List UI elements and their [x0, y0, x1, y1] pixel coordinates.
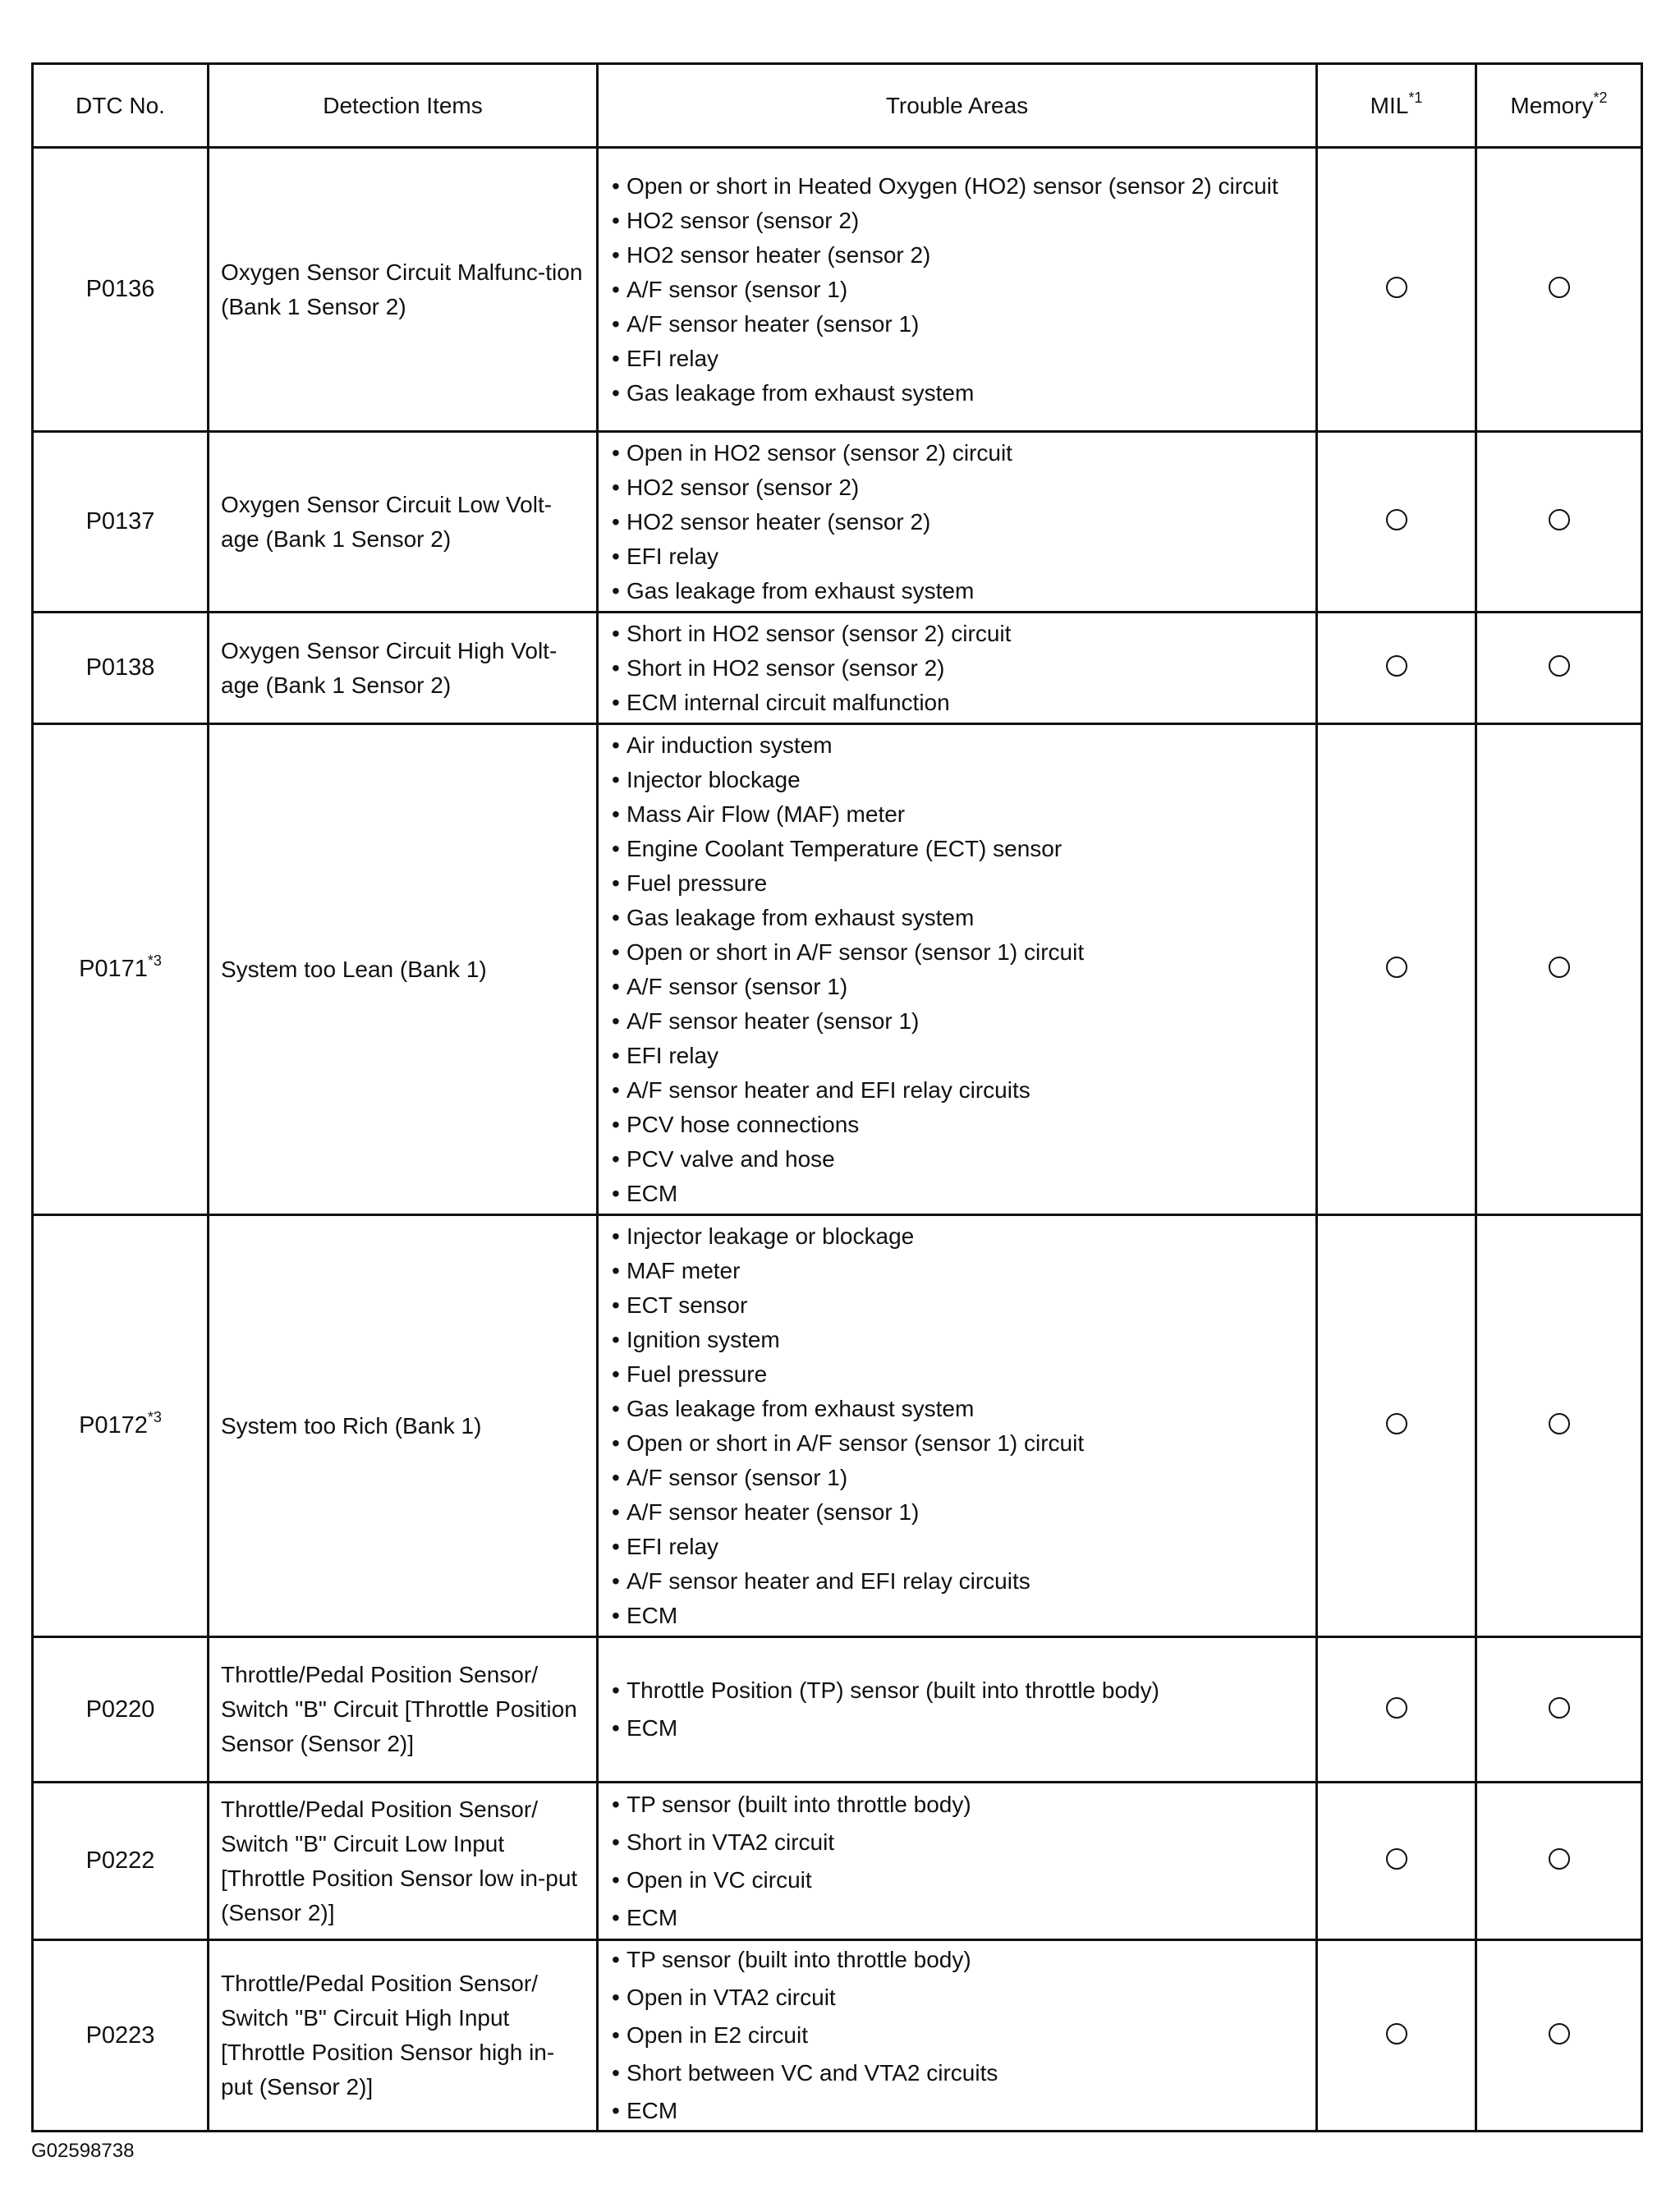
trouble-item: • A/F sensor heater (sensor 1): [612, 1004, 1302, 1039]
memory-circle-icon: [1549, 957, 1570, 978]
trouble-item: • TP sensor (built into throttle body): [612, 1941, 1302, 1979]
header-dtc-label: DTC No.: [76, 92, 165, 118]
detection-item-cell: [209, 1215, 598, 1637]
trouble-item: • Short in HO2 sensor (sensor 2) circuit: [612, 617, 1302, 651]
mil-circle-icon: [1386, 1848, 1407, 1870]
dtc-code: P0222: [85, 1847, 155, 1874]
dtc-cell: [33, 724, 209, 1215]
memory-cell: [1476, 148, 1642, 432]
trouble-item: • ECT sensor: [612, 1288, 1302, 1323]
trouble-item: • Injector blockage: [612, 763, 1302, 797]
trouble-item: • Gas leakage from exhaust system: [612, 1392, 1302, 1426]
dtc-footnote: *3: [147, 1409, 162, 1425]
dtc-code: P0220: [85, 1696, 155, 1723]
mil-circle-icon: [1386, 277, 1407, 298]
dtc-cell: [33, 613, 209, 724]
trouble-item: • EFI relay: [612, 1530, 1302, 1564]
trouble-item: • Open in VTA2 circuit: [612, 1979, 1302, 2017]
trouble-areas-cell: [598, 724, 1317, 1215]
dtc-cell: [33, 1940, 209, 2132]
mil-cell: [1317, 613, 1476, 724]
header-memory-footnote: *2: [1593, 89, 1608, 106]
trouble-item: • A/F sensor (sensor 1): [612, 970, 1302, 1004]
table-row: [33, 148, 1642, 432]
detection-item-cell: [209, 1940, 598, 2132]
memory-circle-icon: [1549, 1848, 1570, 1870]
memory-circle-icon: [1549, 277, 1570, 298]
header-memory-label: Memory: [1510, 92, 1594, 118]
trouble-item: • A/F sensor heater (sensor 1): [612, 1495, 1302, 1530]
table-row: [33, 1940, 1642, 2132]
header-memory: [1476, 64, 1642, 148]
trouble-item: • ECM: [612, 1709, 1302, 1747]
dtc-code: P0136: [85, 276, 155, 302]
mil-circle-icon: [1386, 957, 1407, 978]
dtc-cell: [33, 1215, 209, 1637]
trouble-item: • HO2 sensor (sensor 2): [612, 470, 1302, 505]
dtc-code: P0137: [85, 508, 155, 535]
trouble-item: • Injector leakage or blockage: [612, 1219, 1302, 1254]
trouble-areas-cell: [598, 613, 1317, 724]
dtc-cell: [33, 148, 209, 432]
trouble-list: [612, 1941, 1302, 2130]
trouble-item: • Open or short in A/F sensor (sensor 1) circuit: [612, 935, 1302, 970]
detection-item: Oxygen Sensor Circuit High Volt-age (Bank 1 Sensor 2): [221, 637, 558, 698]
memory-circle-icon: [1549, 1413, 1570, 1434]
trouble-item: • HO2 sensor heater (sensor 2): [612, 505, 1302, 539]
trouble-item: • ECM internal circuit malfunction: [612, 686, 1302, 720]
mil-circle-icon: [1386, 655, 1407, 677]
detection-item-cell: [209, 724, 598, 1215]
detection-item-cell: [209, 432, 598, 613]
trouble-item: • ECM: [612, 1899, 1302, 1937]
trouble-item: • Gas leakage from exhaust system: [612, 901, 1302, 935]
header-mil: [1317, 64, 1476, 148]
mil-circle-icon: [1386, 509, 1407, 530]
memory-circle-icon: [1549, 655, 1570, 677]
memory-cell: [1476, 613, 1642, 724]
figure-id: G02598738: [31, 2140, 135, 2162]
trouble-item: • Fuel pressure: [612, 1357, 1302, 1392]
trouble-item: • Gas leakage from exhaust system: [612, 376, 1302, 411]
detection-item: Throttle/Pedal Position Sensor/ Switch "B" Circuit [Throttle Position Sensor (Sensor 2)]: [221, 1662, 577, 1756]
trouble-item: • EFI relay: [612, 342, 1302, 376]
table-row: [33, 1783, 1642, 1940]
memory-circle-icon: [1549, 2023, 1570, 2044]
dtc-cell: [33, 432, 209, 613]
trouble-item: • Mass Air Flow (MAF) meter: [612, 797, 1302, 832]
trouble-areas-cell: [598, 1783, 1317, 1940]
trouble-item: • ECM: [612, 1177, 1302, 1211]
mil-cell: [1317, 432, 1476, 613]
detection-item-cell: [209, 1783, 598, 1940]
trouble-item: • Short in HO2 sensor (sensor 2): [612, 651, 1302, 686]
detection-item: Throttle/Pedal Position Sensor/ Switch "B" Circuit Low Input [Throttle Position Sensor low in-put (Sensor 2)]: [221, 1796, 578, 1925]
trouble-item: • PCV hose connections: [612, 1108, 1302, 1142]
dtc-code: P0138: [85, 654, 155, 681]
trouble-list: [612, 617, 1302, 720]
memory-cell: [1476, 1940, 1642, 2132]
trouble-item: • EFI relay: [612, 1039, 1302, 1073]
memory-cell: [1476, 432, 1642, 613]
trouble-areas-cell: [598, 432, 1317, 613]
trouble-item: • ECM: [612, 2092, 1302, 2130]
trouble-list: [612, 1672, 1302, 1747]
dtc-cell: [33, 1637, 209, 1783]
mil-cell: [1317, 1215, 1476, 1637]
detection-item: System too Rich (Bank 1): [221, 1412, 482, 1439]
trouble-list: [612, 1786, 1302, 1937]
trouble-item: • Throttle Position (TP) sensor (built into throttle body): [612, 1672, 1302, 1709]
trouble-item: • A/F sensor (sensor 1): [612, 273, 1302, 307]
mil-circle-icon: [1386, 1697, 1407, 1719]
header-mil-footnote: *1: [1408, 89, 1423, 106]
mil-cell: [1317, 1637, 1476, 1783]
trouble-item: • Open or short in Heated Oxygen (HO2) sensor (sensor 2) circuit: [612, 169, 1302, 204]
trouble-areas-cell: [598, 1637, 1317, 1783]
table-header: [33, 64, 1642, 148]
trouble-item: • Open or short in A/F sensor (sensor 1) circuit: [612, 1426, 1302, 1461]
trouble-item: • A/F sensor (sensor 1): [612, 1461, 1302, 1495]
header-trouble-label: Trouble Areas: [885, 92, 1029, 118]
trouble-item: • A/F sensor heater (sensor 1): [612, 307, 1302, 342]
detection-item: Throttle/Pedal Position Sensor/ Switch "B" Circuit High Input [Throttle Position Sensor high in-put (Sensor 2)]: [221, 1971, 555, 2100]
mil-circle-icon: [1386, 1413, 1407, 1434]
trouble-item: • Engine Coolant Temperature (ECT) sensor: [612, 832, 1302, 866]
dtc-footnote: *3: [147, 952, 162, 969]
detection-item-cell: [209, 613, 598, 724]
dtc-table: [31, 62, 1643, 2132]
trouble-item: • Short between VC and VTA2 circuits: [612, 2054, 1302, 2092]
table-row: [33, 432, 1642, 613]
mil-cell: [1317, 724, 1476, 1215]
memory-circle-icon: [1549, 509, 1570, 530]
dtc-cell: [33, 1783, 209, 1940]
trouble-item: • ECM: [612, 1599, 1302, 1633]
trouble-list: [612, 1219, 1302, 1633]
detection-item: Oxygen Sensor Circuit Malfunc-tion (Bank 1 Sensor 2): [221, 259, 583, 319]
trouble-item: • EFI relay: [612, 539, 1302, 574]
trouble-item: • Air induction system: [612, 728, 1302, 763]
dtc-code: P0223: [85, 2022, 155, 2049]
mil-cell: [1317, 1783, 1476, 1940]
table-body: [33, 148, 1642, 2132]
trouble-list: [612, 169, 1302, 411]
trouble-item: • A/F sensor heater and EFI relay circuits: [612, 1564, 1302, 1599]
trouble-item: • Ignition system: [612, 1323, 1302, 1357]
detection-item-cell: [209, 1637, 598, 1783]
dtc-code: P0171: [79, 956, 148, 982]
header-trouble-areas: [598, 64, 1317, 148]
trouble-item: • Gas leakage from exhaust system: [612, 574, 1302, 608]
trouble-item: • Open in HO2 sensor (sensor 2) circuit: [612, 436, 1302, 470]
memory-cell: [1476, 724, 1642, 1215]
trouble-item: • Fuel pressure: [612, 866, 1302, 901]
header-detection-items: [209, 64, 598, 148]
dtc-code: P0172: [79, 1412, 148, 1439]
table-row: [33, 1215, 1642, 1637]
memory-cell: [1476, 1783, 1642, 1940]
table-row: [33, 613, 1642, 724]
trouble-item: • MAF meter: [612, 1254, 1302, 1288]
mil-cell: [1317, 1940, 1476, 2132]
detection-item-cell: [209, 148, 598, 432]
memory-cell: [1476, 1637, 1642, 1783]
mil-circle-icon: [1386, 2023, 1407, 2044]
trouble-item: • Open in VC circuit: [612, 1861, 1302, 1899]
detection-item: Oxygen Sensor Circuit Low Volt-age (Bank 1 Sensor 2): [221, 491, 553, 552]
trouble-list: [612, 436, 1302, 608]
header-dtc: [33, 64, 209, 148]
trouble-item: • A/F sensor heater and EFI relay circuits: [612, 1073, 1302, 1108]
trouble-item: • Short in VTA2 circuit: [612, 1824, 1302, 1861]
mil-cell: [1317, 148, 1476, 432]
header-items-label: Detection Items: [323, 92, 483, 118]
memory-cell: [1476, 1215, 1642, 1637]
detection-item: System too Lean (Bank 1): [221, 956, 487, 982]
trouble-item: • PCV valve and hose: [612, 1142, 1302, 1177]
table-row: [33, 724, 1642, 1215]
trouble-areas-cell: [598, 1940, 1317, 2132]
trouble-item: • HO2 sensor (sensor 2): [612, 204, 1302, 238]
header-row: [33, 64, 1642, 148]
trouble-list: [612, 728, 1302, 1211]
trouble-item: • Open in E2 circuit: [612, 2017, 1302, 2054]
trouble-areas-cell: [598, 148, 1317, 432]
table-row: [33, 1637, 1642, 1783]
trouble-areas-cell: [598, 1215, 1317, 1637]
header-mil-label: MIL: [1370, 92, 1409, 118]
memory-circle-icon: [1549, 1697, 1570, 1719]
trouble-item: • TP sensor (built into throttle body): [612, 1786, 1302, 1824]
trouble-item: • HO2 sensor heater (sensor 2): [612, 238, 1302, 273]
